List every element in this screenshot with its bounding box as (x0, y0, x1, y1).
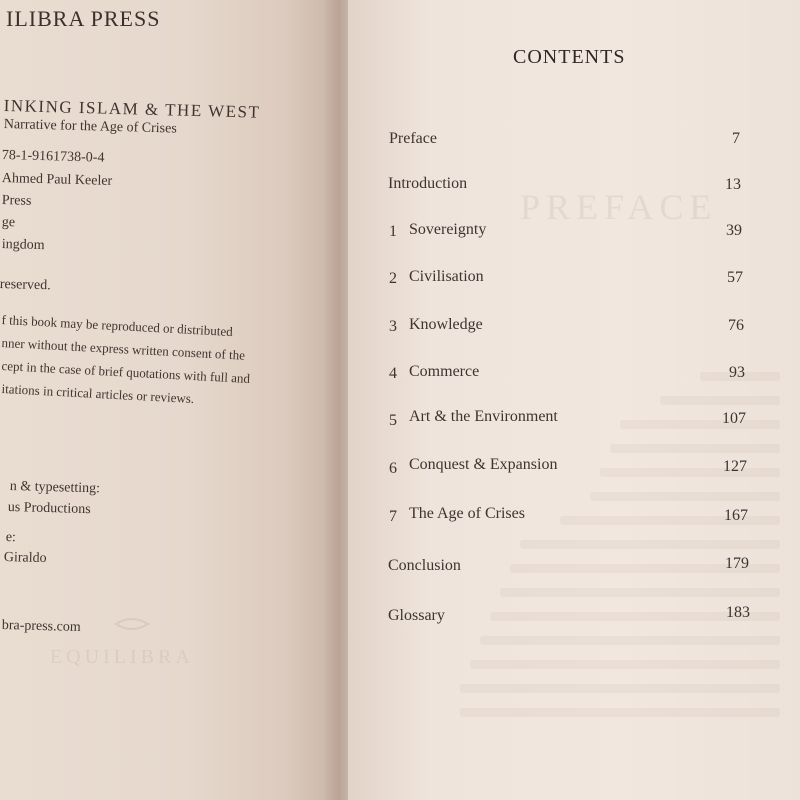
toc-page-number: 127 (723, 458, 747, 475)
ghost-logo-icon (112, 612, 152, 636)
toc-chapter-number: 2 (389, 270, 397, 287)
toc-title: Commerce (409, 363, 480, 380)
toc-page-number: 57 (727, 269, 743, 286)
toc-chapter-number: 7 (389, 508, 397, 525)
author: Ahmed Paul Keeler (1, 171, 113, 189)
notice-line: itations in critical articles or reviews. (1, 381, 195, 407)
cover-label: e: (5, 530, 17, 546)
cover-credit: Giraldo (3, 550, 47, 567)
city-line: ge (1, 215, 16, 231)
toc-title: Glossary (388, 607, 445, 624)
toc-title: Preface (389, 130, 437, 147)
toc-page-number: 167 (724, 507, 748, 524)
book-title: INKING ISLAM & THE WEST (3, 96, 261, 122)
toc-title: Art & the Environment (409, 408, 558, 425)
toc-title: Sovereignty (409, 221, 487, 238)
toc-title: Conquest & Expansion (409, 456, 558, 473)
toc-title: Conclusion (388, 557, 461, 574)
show-through-heading: PREFACE (520, 187, 718, 227)
toc-page-number: 107 (722, 410, 746, 427)
country-line: ingdom (1, 237, 45, 254)
press-line: Press (1, 193, 32, 209)
notice-line: f this book may be reproduced or distributed (1, 312, 234, 340)
toc-page-number: 179 (725, 555, 749, 572)
toc-title: The Age of Crises (409, 505, 525, 522)
rights-reserved: reserved. (0, 277, 51, 294)
toc-page-number: 7 (732, 130, 740, 147)
toc-chapter-number: 1 (389, 223, 397, 240)
publisher-name: ILIBRA PRESS (6, 6, 161, 31)
isbn: 78-1-9161738-0-4 (1, 148, 105, 166)
toc-page-number: 93 (729, 364, 745, 381)
design-label: n & typesetting: (9, 479, 101, 497)
toc-page-number: 13 (725, 176, 741, 193)
toc-page-number: 76 (728, 317, 744, 334)
toc-chapter-number: 3 (389, 318, 397, 335)
copyright-page (0, 0, 335, 800)
notice-line: cept in the case of brief quotations with full and (1, 358, 251, 386)
toc-chapter-number: 4 (389, 365, 397, 382)
toc-chapter-number: 6 (389, 460, 397, 477)
ghost-logo-text: EQUILIBRA (50, 646, 194, 668)
toc-chapter-number: 5 (389, 412, 397, 429)
toc-title: Introduction (388, 175, 468, 192)
design-credit: us Productions (7, 500, 91, 518)
notice-line: nner without the express written consent of the (1, 335, 246, 363)
toc-title: Civilisation (409, 268, 484, 285)
toc-page-number: 183 (726, 604, 750, 621)
contents-heading: CONTENTS (513, 46, 626, 68)
toc-title: Knowledge (409, 316, 483, 333)
toc-page-number: 39 (726, 222, 742, 239)
book-subtitle: Narrative for the Age of Crises (3, 117, 177, 137)
website: bra-press.com (1, 618, 81, 636)
